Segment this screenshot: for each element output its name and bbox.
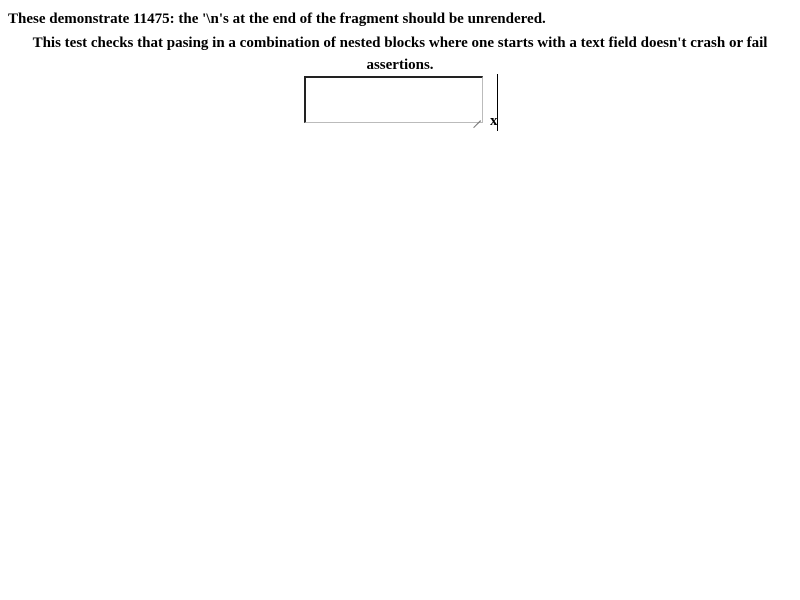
editable-region[interactable] (0, 74, 800, 134)
heading-line: These demonstrate 11475: the '\n's at the end of the fragment should be unrendered. (8, 11, 546, 27)
description-paragraph: This test checks that pasing in a combination of nested blocks where one starts with a text field doesn't crash or fail assertions. (32, 35, 768, 73)
trailing-text: x (490, 113, 498, 129)
text-caret (497, 74, 498, 131)
text-field[interactable] (304, 76, 483, 123)
resize-grip-icon[interactable] (473, 113, 481, 121)
